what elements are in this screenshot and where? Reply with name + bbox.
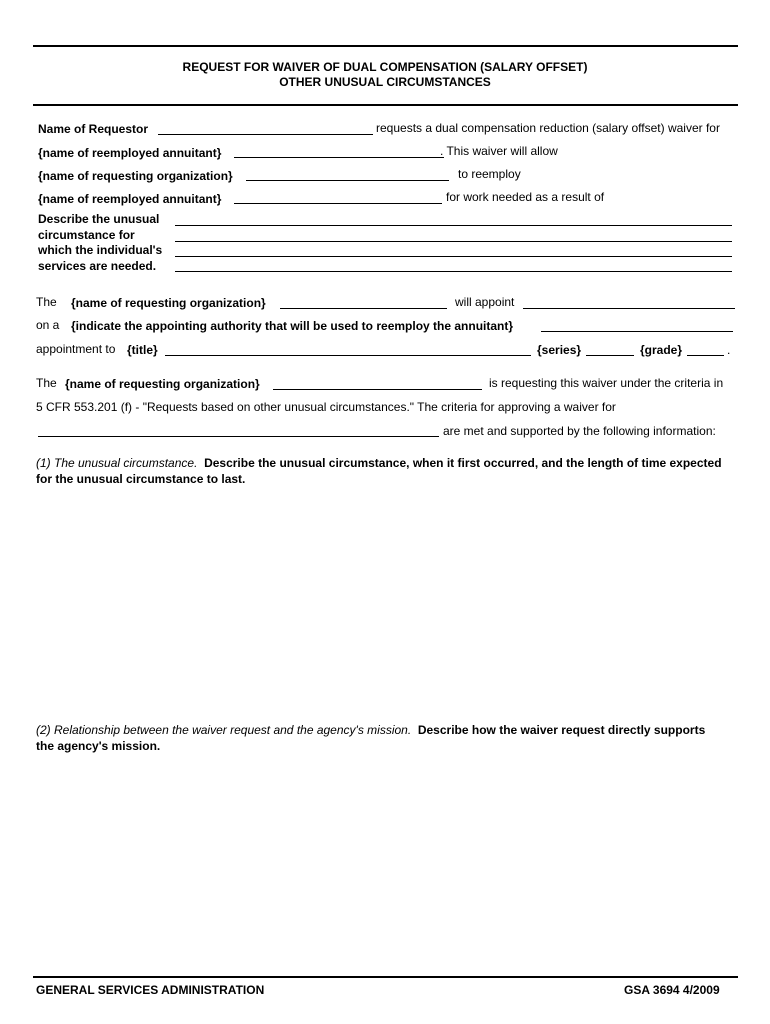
- criteria-met-text: are met and supported by the following information:: [443, 424, 716, 438]
- footer-form-number: GSA 3694 4/2009: [624, 983, 720, 997]
- top-rule: [33, 45, 738, 47]
- to-reemploy-text: to reemploy: [458, 167, 521, 181]
- footer-rule: [33, 976, 738, 978]
- annuitant-name-field-2[interactable]: [234, 203, 442, 204]
- section1-response-area[interactable]: [36, 492, 736, 712]
- work-needed-text: for work needed as a result of: [446, 190, 605, 204]
- organization-name-label-1: {name of requesting organization}: [38, 169, 233, 183]
- organization-name-field-2[interactable]: [280, 308, 447, 309]
- grade-label: {grade}: [640, 343, 683, 357]
- appointing-authority-field[interactable]: [541, 331, 733, 332]
- annuitant-name-label-2: {name of reemployed annuitant}: [38, 192, 222, 206]
- organization-name-field-3[interactable]: [273, 389, 482, 390]
- organization-name-label-2: {name of requesting organization}: [71, 296, 266, 310]
- section2-heading: (2) Relationship between the waiver request and the agency's mission.: [36, 723, 412, 737]
- row7-period: .: [727, 343, 731, 357]
- organization-name-label-3: {name of requesting organization}: [65, 377, 260, 391]
- section1-prompt: Describe the unusual circumstance, when it first occurred, and the length of time expected for the unusual circumstance to last.: [36, 456, 722, 486]
- describe-field-line3[interactable]: [175, 256, 732, 257]
- grade-field[interactable]: [687, 355, 724, 356]
- section1-instructions: [36, 455, 726, 487]
- describe-field-line1[interactable]: [175, 225, 732, 226]
- appointing-authority-label: {indicate the appointing authority that will be used to reemploy the annuitant}: [71, 319, 514, 333]
- appointee-field[interactable]: [523, 308, 735, 309]
- form-title-line1: REQUEST FOR WAIVER OF DUAL COMPENSATION (SALARY OFFSET): [182, 60, 588, 74]
- describe-label-line2: circumstance for: [38, 228, 135, 242]
- waiver-subject-field[interactable]: [38, 436, 439, 437]
- annuitant-name-field-1[interactable]: [234, 157, 444, 158]
- the-text-2: The: [36, 376, 57, 390]
- section2-instructions: [36, 722, 726, 754]
- describe-label-line4: services are needed.: [38, 259, 157, 273]
- describe-label-line1: Describe the unusual: [38, 212, 160, 226]
- describe-field-line2[interactable]: [175, 241, 732, 242]
- on-a-text: on a: [36, 318, 60, 332]
- waiver-allow-text: . This waiver will allow: [440, 144, 558, 158]
- section2-prompt: Describe how the waiver request directly supports the agency's mission.: [36, 723, 706, 753]
- organization-name-field-1[interactable]: [246, 180, 449, 181]
- will-appoint-text: will appoint: [455, 295, 515, 309]
- series-label: {series}: [537, 343, 582, 357]
- title-label: {title}: [127, 343, 158, 357]
- describe-field-line4[interactable]: [175, 271, 732, 272]
- requestor-label: Name of Requestor: [38, 122, 149, 136]
- form-title-line2: OTHER UNUSUAL CIRCUMSTANCES: [279, 75, 491, 89]
- footer-agency: GENERAL SERVICES ADMINISTRATION: [36, 983, 265, 997]
- criteria-text: is requesting this waiver under the criteria in: [489, 376, 724, 390]
- section1-heading: (1) The unusual circumstance.: [36, 456, 198, 470]
- cfr-citation-text: 5 CFR 553.201 (f) - "Requests based on other unusual circumstances." The criteria for approving a waiver for: [36, 400, 616, 414]
- title-field[interactable]: [165, 355, 531, 356]
- title-bottom-rule: [33, 104, 738, 106]
- annuitant-name-label-1: {name of reemployed annuitant}: [38, 146, 222, 160]
- requestor-name-field[interactable]: [158, 134, 373, 135]
- requestor-suffix-text: requests a dual compensation reduction (salary offset) waiver for: [376, 121, 720, 135]
- appointment-to-text: appointment to: [36, 342, 116, 356]
- section2-response-area[interactable]: [36, 760, 736, 960]
- the-text-1: The: [36, 295, 57, 309]
- describe-label-line3: which the individual's: [38, 243, 163, 257]
- series-field[interactable]: [586, 355, 634, 356]
